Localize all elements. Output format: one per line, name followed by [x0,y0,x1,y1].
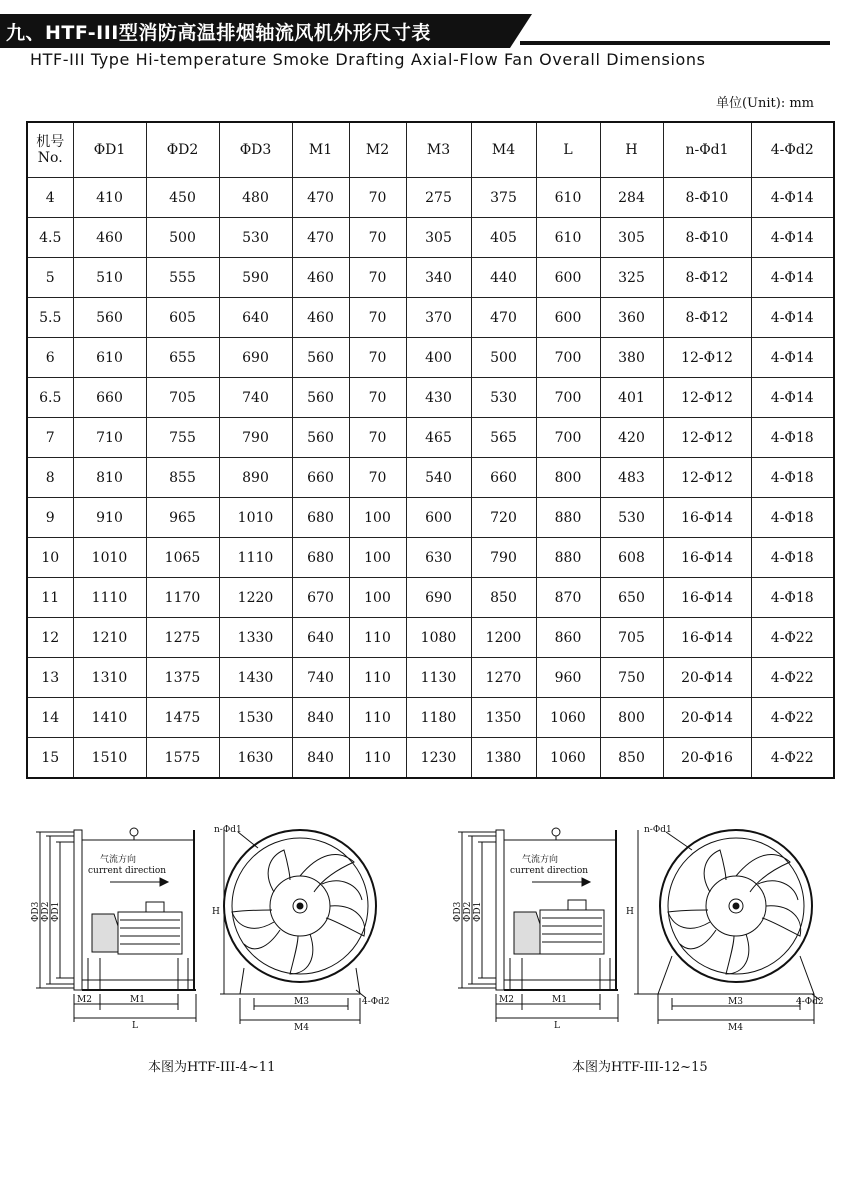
table-cell: 1410 [73,698,146,738]
table-cell: 1060 [536,698,600,738]
table-cell: 860 [536,618,600,658]
table-cell: 70 [349,298,406,338]
table-cell: 1210 [73,618,146,658]
table-cell: 8-Φ10 [663,218,751,258]
fan-base [658,956,814,994]
table-cell: 1200 [471,618,536,658]
table-cell: 284 [600,178,663,218]
table-row [27,338,834,378]
table-cell: 460 [292,298,349,338]
table-cell: 720 [471,498,536,538]
table-cell: 4-Φ22 [751,698,834,738]
table-cell: 655 [146,338,219,378]
table-cell: 750 [600,658,663,698]
table-cell: 1475 [146,698,219,738]
table-cell: 470 [471,298,536,338]
table-row [27,258,834,298]
table-cell: 4-Φ22 [751,738,834,779]
airflow-label-en: current direction [510,866,589,876]
title-rule [520,41,830,45]
label-bolt-d2: 4-Φd2 [796,997,824,1007]
table-cell: 410 [73,178,146,218]
table-cell: 401 [600,378,663,418]
table-cell: 470 [292,178,349,218]
table-cell: 14 [27,698,73,738]
table-cell: 100 [349,578,406,618]
inlet-flange [74,830,82,990]
table-cell: 5.5 [27,298,73,338]
label-l: L [132,1021,138,1031]
table-cell: 690 [219,338,292,378]
table-cell: 610 [73,338,146,378]
motor [118,912,182,954]
page-subtitle: HTF-III Type Hi-temperature Smoke Drafting Axial-Flow Fan Overall Dimensions [30,50,706,69]
table-cell: 560 [73,298,146,338]
column-header: 机号 No. [27,122,73,178]
label-m1: M1 [130,995,145,1005]
table-cell: 810 [73,458,146,498]
table-cell: 10 [27,538,73,578]
table-cell: 430 [406,378,471,418]
table-cell: 275 [406,178,471,218]
table-cell: 4-Φ18 [751,418,834,458]
table-cell: 740 [219,378,292,418]
motor [540,910,604,954]
lifting-lug [552,828,560,836]
label-d2: ΦD2 [41,901,51,922]
table-cell: 700 [536,378,600,418]
table-row [27,298,834,338]
table-cell: 6 [27,338,73,378]
table-cell: 405 [471,218,536,258]
label-d3: ΦD3 [31,901,41,922]
label-m3: M3 [728,997,743,1007]
table-cell: 630 [406,538,471,578]
table-cell: 8 [27,458,73,498]
label-bolt-d1: n-Φd1 [214,825,242,835]
table-cell: 100 [349,538,406,578]
motor-mount [514,912,540,954]
table-cell: 1230 [406,738,471,779]
table-cell: 4-Φ14 [751,258,834,298]
table-cell: 605 [146,298,219,338]
table-cell: 1380 [471,738,536,779]
title-bar [0,14,830,48]
label-d2: ΦD2 [463,901,473,922]
table-cell: 70 [349,218,406,258]
left-drawing-caption: 本图为HTF-III-4~11 [148,1060,276,1075]
table-cell: 20-Φ14 [663,658,751,698]
table-cell: 880 [536,498,600,538]
table-cell: 840 [292,698,349,738]
table-cell: 4 [27,178,73,218]
table-cell: 855 [146,458,219,498]
table-cell: 4-Φ14 [751,338,834,378]
column-header: M3 [406,122,471,178]
table-cell: 600 [536,258,600,298]
table-cell: 840 [292,738,349,779]
table-cell: 610 [536,218,600,258]
table-cell: 70 [349,338,406,378]
table-cell: 530 [219,218,292,258]
table-cell: 375 [471,178,536,218]
column-header: ΦD3 [219,122,292,178]
table-cell: 610 [536,178,600,218]
table-cell: 1350 [471,698,536,738]
table-cell: 110 [349,658,406,698]
table-cell: 510 [73,258,146,298]
table-cell: 800 [536,458,600,498]
table-cell: 305 [600,218,663,258]
table-cell: 70 [349,378,406,418]
label-h: H [212,907,220,917]
table-cell: 400 [406,338,471,378]
table-row [27,498,834,538]
table-cell: 540 [406,458,471,498]
table-cell: 470 [292,218,349,258]
label-h: H [626,907,634,917]
table-cell: 305 [406,218,471,258]
table-cell: 8-Φ12 [663,298,751,338]
table-cell: 12-Φ12 [663,338,751,378]
table-cell: 1180 [406,698,471,738]
label-l: L [554,1021,560,1031]
airflow-label-cn: 气流方向 [100,855,137,865]
table-header-row [27,122,834,178]
column-header: L [536,122,600,178]
table-cell: 4.5 [27,218,73,258]
table-cell: 360 [600,298,663,338]
table-cell: 9 [27,498,73,538]
table-cell: 910 [73,498,146,538]
table-cell: 500 [471,338,536,378]
page-title: 九、HTF-III型消防高温排烟轴流风机外形尺寸表 [6,22,431,44]
table-cell: 1110 [219,538,292,578]
table-cell: 700 [536,418,600,458]
label-m2: M2 [77,995,92,1005]
table-cell: 450 [146,178,219,218]
table-cell: 20-Φ16 [663,738,751,779]
table-cell: 110 [349,738,406,779]
table-cell: 590 [219,258,292,298]
table-row [27,458,834,498]
table-cell: 960 [536,658,600,698]
table-cell: 560 [292,418,349,458]
table-cell: 380 [600,338,663,378]
table-cell: 530 [471,378,536,418]
table-cell: 690 [406,578,471,618]
table-cell: 965 [146,498,219,538]
table-cell: 660 [292,458,349,498]
table-cell: 608 [600,538,663,578]
table-cell: 555 [146,258,219,298]
table-cell: 8-Φ12 [663,258,751,298]
label-m4: M4 [728,1023,743,1033]
table-cell: 1275 [146,618,219,658]
table-cell: 850 [471,578,536,618]
table-cell: 565 [471,418,536,458]
table-cell: 1060 [536,738,600,779]
table-cell: 70 [349,258,406,298]
table-cell: 1110 [73,578,146,618]
column-header: ΦD2 [146,122,219,178]
table-cell: 420 [600,418,663,458]
table-cell: 12 [27,618,73,658]
table-cell: 70 [349,458,406,498]
table-cell: 4-Φ14 [751,378,834,418]
label-m2: M2 [499,995,514,1005]
table-cell: 4-Φ18 [751,498,834,538]
dimensions-table [26,121,835,779]
table-cell: 680 [292,498,349,538]
drawing-large-models [440,818,840,1038]
column-header: M1 [292,122,349,178]
table-cell: 1575 [146,738,219,779]
table-cell: 370 [406,298,471,338]
table-cell: 16-Φ14 [663,538,751,578]
table-cell: 1510 [73,738,146,779]
table-cell: 20-Φ14 [663,698,751,738]
table-cell: 660 [73,378,146,418]
table-cell: 880 [536,538,600,578]
column-header: n-Φd1 [663,122,751,178]
column-header: H [600,122,663,178]
table-cell: 4-Φ14 [751,178,834,218]
table-row [27,418,834,458]
table-cell: 4-Φ22 [751,618,834,658]
label-m1: M1 [552,995,567,1005]
table-cell: 1270 [471,658,536,698]
table-row [27,378,834,418]
table-cell: 7 [27,418,73,458]
table-row [27,698,834,738]
table-cell: 740 [292,658,349,698]
fan-housing [82,840,194,980]
column-header: M4 [471,122,536,178]
table-row [27,618,834,658]
airflow-label-cn: 气流方向 [522,855,559,865]
table-cell: 6.5 [27,378,73,418]
table-cell: 850 [600,738,663,779]
table-cell: 340 [406,258,471,298]
table-cell: 705 [146,378,219,418]
label-m3: M3 [294,997,309,1007]
table-cell: 4-Φ22 [751,658,834,698]
table-cell: 325 [600,258,663,298]
label-m4: M4 [294,1023,309,1033]
table-row [27,178,834,218]
table-cell: 1310 [73,658,146,698]
table-cell: 660 [471,458,536,498]
table-cell: 600 [536,298,600,338]
table-cell: 640 [219,298,292,338]
table-cell: 110 [349,618,406,658]
table-cell: 100 [349,498,406,538]
table-cell: 15 [27,738,73,779]
table-row [27,658,834,698]
table-cell: 650 [600,578,663,618]
table-cell: 483 [600,458,663,498]
motor-mount [92,914,118,952]
column-header: M2 [349,122,406,178]
table-cell: 1065 [146,538,219,578]
table-cell: 4-Φ14 [751,218,834,258]
table-row [27,578,834,618]
table-cell: 1375 [146,658,219,698]
table-cell: 70 [349,418,406,458]
table-cell: 600 [406,498,471,538]
airflow-label-en: current direction [88,866,167,876]
table-cell: 890 [219,458,292,498]
table-cell: 1330 [219,618,292,658]
fan-blades [232,850,365,974]
table-cell: 4-Φ18 [751,458,834,498]
table-cell: 8-Φ10 [663,178,751,218]
table-cell: 16-Φ14 [663,618,751,658]
lifting-lug [130,828,138,836]
table-cell: 680 [292,538,349,578]
drawing-small-models [18,818,408,1038]
table-cell: 460 [292,258,349,298]
right-drawing-caption: 本图为HTF-III-12~15 [572,1060,708,1075]
table-cell: 12-Φ12 [663,378,751,418]
table-cell: 710 [73,418,146,458]
table-cell: 800 [600,698,663,738]
table-cell: 1010 [219,498,292,538]
table-cell: 465 [406,418,471,458]
table-cell: 5 [27,258,73,298]
table-cell: 110 [349,698,406,738]
table-cell: 12-Φ12 [663,418,751,458]
unit-label: 单位(Unit): mm [715,96,814,111]
table-cell: 670 [292,578,349,618]
table-cell: 70 [349,178,406,218]
label-bolt-d2: 4-Φd2 [362,997,390,1007]
table-row [27,218,834,258]
column-header: 4-Φd2 [751,122,834,178]
table-cell: 11 [27,578,73,618]
table-cell: 460 [73,218,146,258]
table-cell: 1170 [146,578,219,618]
table-cell: 705 [600,618,663,658]
table-cell: 4-Φ18 [751,578,834,618]
table-cell: 1530 [219,698,292,738]
table-cell: 560 [292,338,349,378]
table-cell: 4-Φ18 [751,538,834,578]
table-cell: 1430 [219,658,292,698]
table-cell: 755 [146,418,219,458]
table-cell: 13 [27,658,73,698]
table-cell: 640 [292,618,349,658]
table-cell: 16-Φ14 [663,498,751,538]
table-cell: 16-Φ14 [663,578,751,618]
table-cell: 1010 [73,538,146,578]
table-row [27,538,834,578]
table-cell: 1080 [406,618,471,658]
table-cell: 1630 [219,738,292,779]
table-cell: 440 [471,258,536,298]
table-cell: 700 [536,338,600,378]
table-cell: 12-Φ12 [663,458,751,498]
label-d1: ΦD1 [473,901,483,922]
table-row [27,738,834,779]
table-body [27,178,834,779]
table-cell: 530 [600,498,663,538]
fan-blades [668,850,801,974]
table-cell: 870 [536,578,600,618]
table-cell: 500 [146,218,219,258]
table-cell: 480 [219,178,292,218]
label-d1: ΦD1 [51,901,61,922]
inlet-flange [496,830,504,990]
label-d3: ΦD3 [453,901,463,922]
table-cell: 790 [471,538,536,578]
table-cell: 560 [292,378,349,418]
column-header: ΦD1 [73,122,146,178]
table-cell: 4-Φ14 [751,298,834,338]
table-cell: 1130 [406,658,471,698]
table-cell: 790 [219,418,292,458]
label-bolt-d1: n-Φd1 [644,825,672,835]
table-cell: 1220 [219,578,292,618]
